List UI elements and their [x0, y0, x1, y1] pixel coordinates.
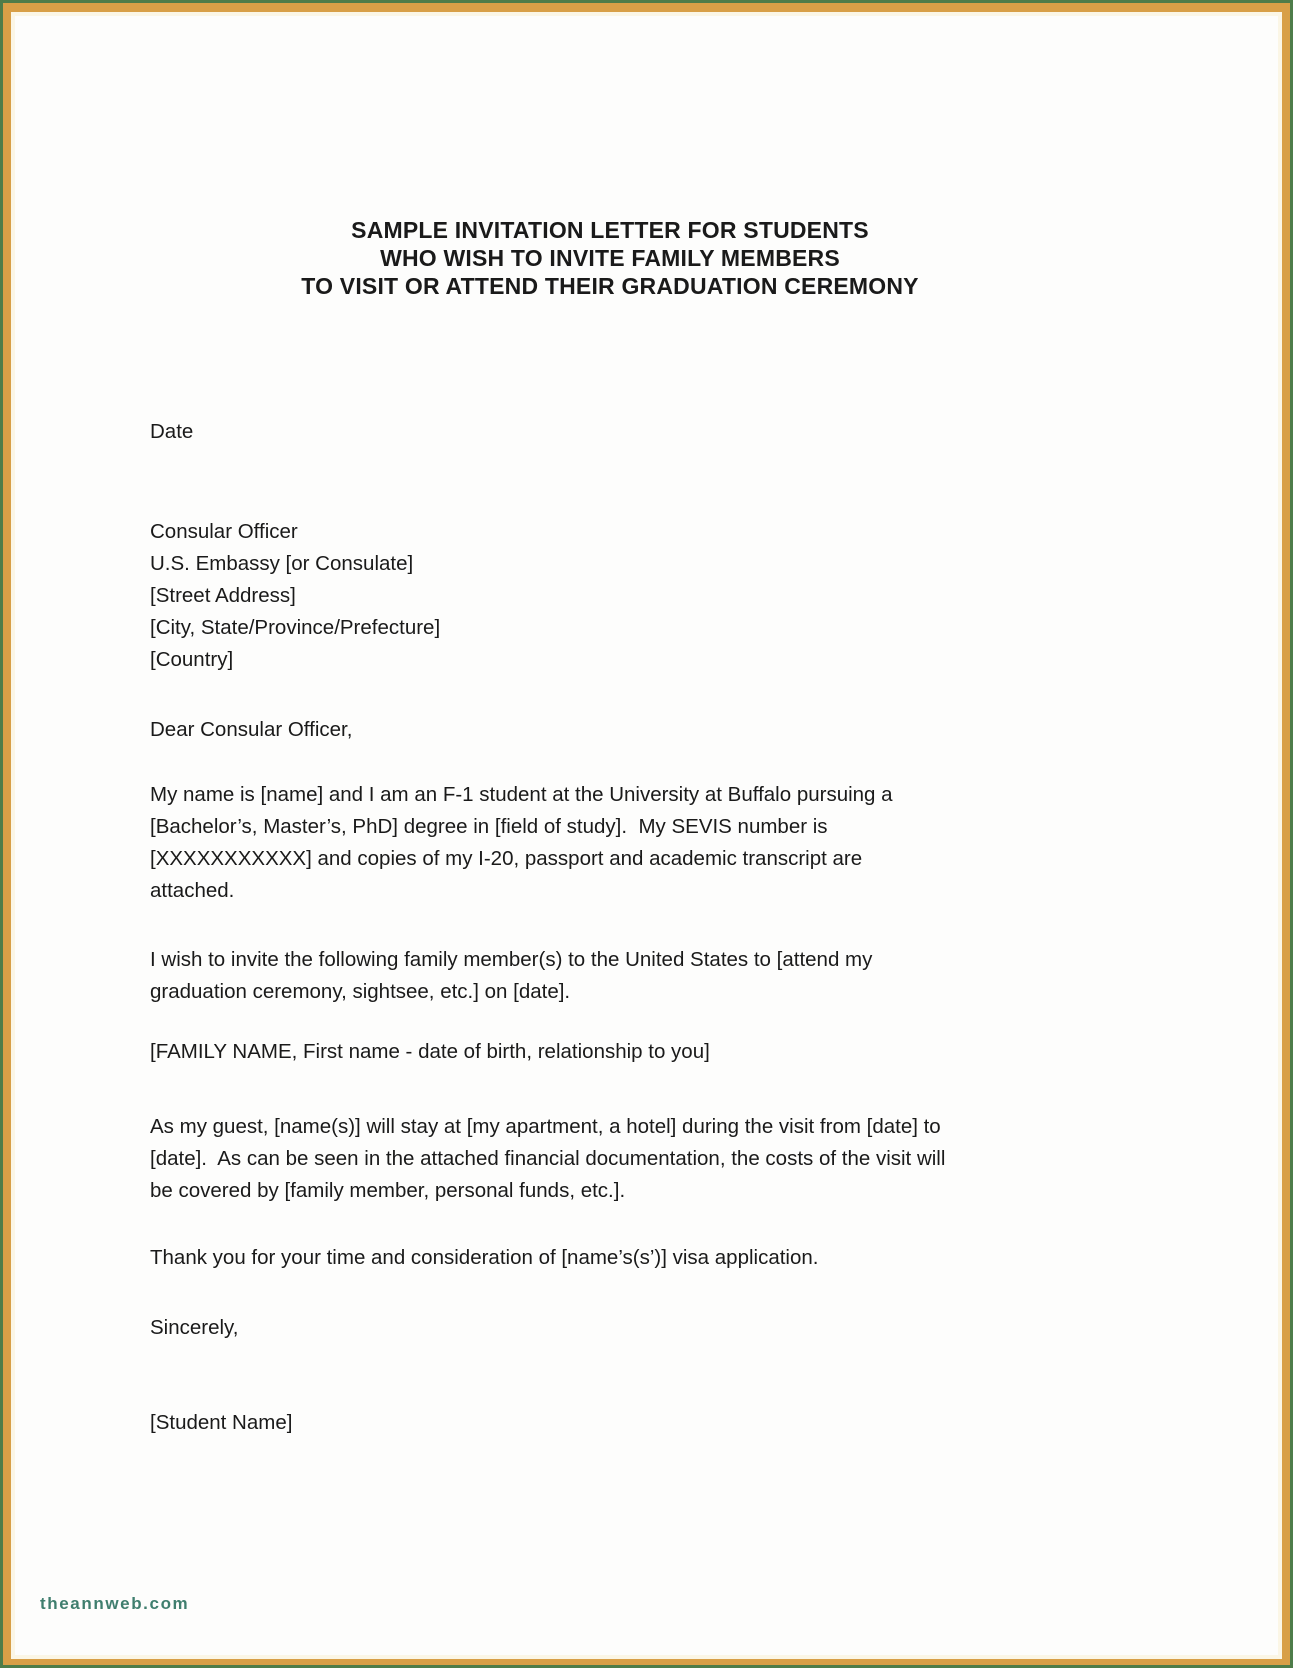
title-line-2: WHO WISH TO INVITE FAMILY MEMBERS: [380, 245, 840, 271]
closing: [150, 1312, 239, 1344]
paragraph-family-name-placeholder: [150, 1036, 710, 1068]
paragraph-line: [FAMILY NAME, First name - date of birth, relationship to you]: [150, 1040, 710, 1063]
paragraph-line: My name is [name] and I am an F-1 student at the University at Buffalo pursuing a: [150, 783, 893, 806]
paragraph-intro: [150, 779, 893, 907]
paragraph-line: [XXXXXXXXXXX] and copies of my I-20, passport and academic transcript are: [150, 847, 863, 870]
paragraph-line: [date]. As can be seen in the attached financial documentation, the costs of the visit will: [150, 1147, 946, 1170]
title-line-3: TO VISIT OR ATTEND THEIR GRADUATION CEREMONY: [301, 273, 919, 299]
paragraph-thanks: [150, 1242, 818, 1274]
paragraph-invitation: [150, 944, 872, 1008]
paragraph-line: As my guest, [name(s)] will stay at [my apartment, a hotel] during the visit from [date] to: [150, 1115, 941, 1138]
paragraph-line: [Bachelor’s, Master’s, PhD] degree in [field of study]. My SEVIS number is: [150, 815, 828, 838]
watermark-text: theannweb.com: [40, 1594, 190, 1613]
recipient-line-1: Consular Officer: [150, 520, 298, 543]
recipient-line-3: [Street Address]: [150, 584, 296, 607]
paragraph-line: graduation ceremony, sightsee, etc.] on [date].: [150, 980, 571, 1003]
paragraph-line: Thank you for your time and consideration of [name’s(s’)] visa application.: [150, 1246, 819, 1269]
title-line-1: SAMPLE INVITATION LETTER FOR STUDENTS: [351, 217, 869, 243]
recipient-line-4: [City, State/Province/Prefecture]: [150, 616, 441, 639]
signature-text: [Student Name]: [150, 1411, 293, 1434]
paragraph-line: attached.: [150, 879, 235, 902]
paragraph-line: be covered by [family member, personal funds, etc.].: [150, 1179, 626, 1202]
recipient-line-5: [Country]: [150, 648, 234, 671]
recipient-address-block: [150, 516, 440, 676]
closing-text: Sincerely,: [150, 1316, 239, 1339]
date-line: [150, 416, 193, 448]
date-label: Date: [150, 420, 194, 443]
signature-block: [150, 1407, 292, 1439]
letter-title: [90, 216, 1130, 300]
recipient-line-2: U.S. Embassy [or Consulate]: [150, 552, 414, 575]
paragraph-stay-details: [150, 1111, 945, 1207]
paragraph-line: I wish to invite the following family member(s) to the United States to [attend my: [150, 948, 873, 971]
salutation: [150, 714, 352, 746]
salutation-text: Dear Consular Officer,: [150, 718, 353, 741]
